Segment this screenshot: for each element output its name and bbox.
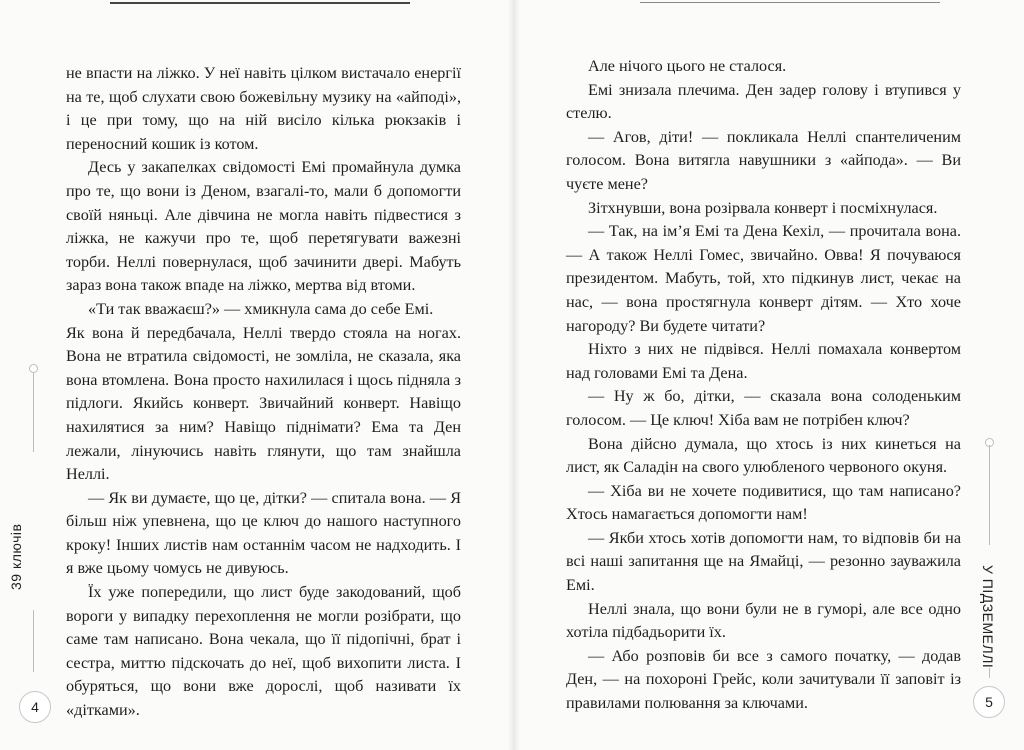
left-page-text [66,62,461,723]
right-page [512,0,1024,750]
margin-rule [989,668,990,678]
paragraph: — Хіба ви не хочете подивитися, що там написано? Хтось намагається допомогти нам! [566,481,961,524]
margin-rule [989,445,990,545]
paragraph: «Ти так вважаєш?» — хмикнула сама до себе Емі. [88,299,434,318]
paragraph: — Як ви думаєте, що це, дітки? — спитала вона. — Я більш ніж упевнена, що це ключ до нашого наступного кроку! Інших листів нам останнім часом не надходить. І я вже цьому чомусь не дивуюсь. [66,488,461,578]
paragraph: — Якби хтось хотів допомогти нам, то відповів би на всі наші запитання ще на Ямайці, — резонно зауважила Емі. [566,528,961,595]
paragraph: Як вона й передбачала, Неллі твердо стояла на ногах. Вона не втратила свідомості, не зомліла, не сказала, яка вона втомлена. Вона просто нахилилася і щось підняла з підлоги. Якийсь конверт. Звичайний конверт. Навіщо нахилятися за ним? Навіщо піднімати? Ема та Ден лежали, лінуючись навіть глянути, що там знайшла Неллі. [66,323,461,484]
paragraph: — Так, на ім’я Емі та Дена Кехіл, — прочитала вона. — А також Неллі Гомес, звичайно. Овва! Я почуваюся президентом. Мабуть, той, хто підкинув лист, чекає на нас, — вона простягнула конверт дітям. — Хто хоче нагороду? Ви будете читати? [566,222,961,335]
running-head: У ПІДЗЕМЕЛЛІ [980,565,996,669]
margin-rule [33,372,34,452]
page-number: 5 [973,686,1005,718]
paragraph: Їх уже попередили, що лист буде закодований, щоб вороги у випадку перехоплення не могли розібрати, що саме там написано. Вона чекала, що її підопічні, брат і сестра, миттю підскочать до неї, щоб вихопити листа. І обуряться, що вони вже дорослі, щоб називати їх «дітками». [66,583,461,720]
margin-rule [33,610,34,672]
paragraph: Вона дійсно думала, що хтось із них кинеться на лист, як Саладін на свого улюбленого червоного окуня. [566,434,961,477]
paragraph: Неллі знала, що вони були не в гуморі, але все одно хотіла підбадьорити їх. [566,599,961,642]
paragraph: — Ну ж бо, дітки, — сказала вона солоденьким голосом. — Це ключ! Хіба вам не потрібен ключ? [566,387,961,429]
paragraph: — Агов, діти! — покликала Неллі спантеличеним голосом. Вона витягла навушники з «айпода». — Ви чуєте мене? [566,127,961,193]
paragraph: Зітхнувши, вона розірвала конверт і посміхнулася. [588,198,938,217]
paragraph: — Або розповів би все з самого початку, — додав Ден, — на похороні Грейс, коли зачитували її заповіт із правилами полювання за ключами. [566,646,961,713]
paragraph: Ніхто з них не підвівся. Неллі помахала конвертом над головами Емі та Дена. [566,340,961,382]
paragraph: Емі знизала плечима. Ден задер голову і втупився у стелю. [566,80,961,123]
running-head: 39 ключів [8,523,24,590]
right-page-text [566,55,961,716]
page-number: 4 [19,691,51,723]
paragraph: Десь у закапелках свідомості Емі промайнула думка про те, що вони із Деном, взагалі-то, мали б допомогти своїй няньці. Але дівчина не могла навіть підвестися з ліжка, не кажучи про те, щоб перетягувати важезні торби. Неллі повернулася, щоб зачинити двері. Мабуть зараз вона також впаде на ліжко, мертва від втоми. [66,158,461,295]
paragraph: Але нічого цього не сталося. [588,57,787,75]
paragraph: не впасти на ліжко. У неї навіть цілком вистачало енергії на те, щоб слухати свою божевільну музику на «айподі», і це при тому, що на ній висіло кілька рюкзаків і переносний кошик із котом. [66,64,461,153]
